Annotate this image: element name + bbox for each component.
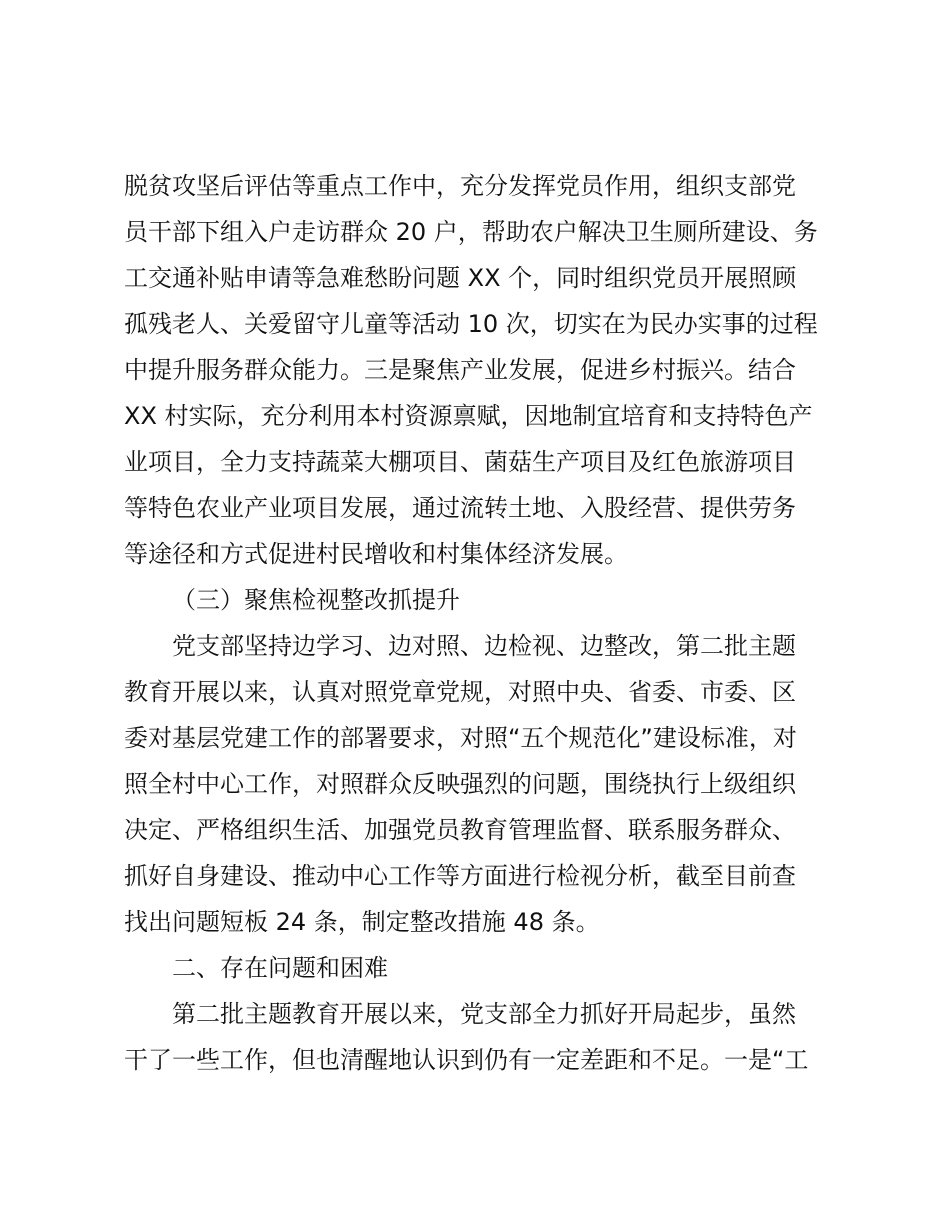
text-line: 业项目，全力支持蔬菜大棚项目、菌菇生产项目及红色旅游项目 (124, 448, 796, 476)
text-line: 第二批主题教育开展以来，党支部全力抓好开局起步，虽然 (172, 1000, 796, 1028)
text-line: 找出问题短板 24 条，制定整改措施 48 条。 (124, 908, 600, 936)
text-line: 工交通补贴申请等急难愁盼问题 XX 个，同时组织党员开展照顾 (124, 264, 797, 292)
text-line: 干了一些工作，但也清醒地认识到仍有一定差距和不足。一是“工 (124, 1046, 809, 1074)
text-line: XX 村实际，充分利用本村资源禀赋，因地制宜培育和支持特色产 (124, 402, 813, 430)
text-line: 决定、严格组织生活、加强党员教育管理监督、联系服务群众、 (124, 816, 796, 844)
text-line: 党支部坚持边学习、边对照、边检视、边整改，第二批主题 (172, 632, 796, 660)
text-line: 员干部下组入户走访群众 20 户，帮助农户解决卫生厕所建设、务 (124, 218, 818, 246)
text-line: 教育开展以来，认真对照党章党规，对照中央、省委、市委、区 (124, 678, 796, 706)
text-line: 等途径和方式促进村民增收和村集体经济发展。 (124, 540, 628, 568)
text-line: 孤残老人、关爱留守儿童等活动 10 次，切实在为民办实事的过程 (124, 310, 818, 338)
section-heading: （三）聚焦检视整改抓提升 (172, 586, 460, 614)
text-line: 中提升服务群众能力。三是聚焦产业发展，促进乡村振兴。结合 (124, 356, 796, 384)
text-line: 照全村中心工作，对照群众反映强烈的问题，围绕执行上级组织 (124, 770, 796, 798)
text-line: 抓好自身建设、推动中心工作等方面进行检视分析，截至目前查 (124, 862, 796, 890)
section-heading: 二、存在问题和困难 (172, 954, 388, 982)
text-line: 委对基层党建工作的部署要求，对照“五个规范化”建设标准，对 (124, 724, 797, 752)
text-line: 等特色农业产业项目发展，通过流转土地、入股经营、提供劳务 (124, 494, 796, 522)
text-line: 脱贫攻坚后评估等重点工作中，充分发挥党员作用，组织支部党 (124, 172, 796, 200)
